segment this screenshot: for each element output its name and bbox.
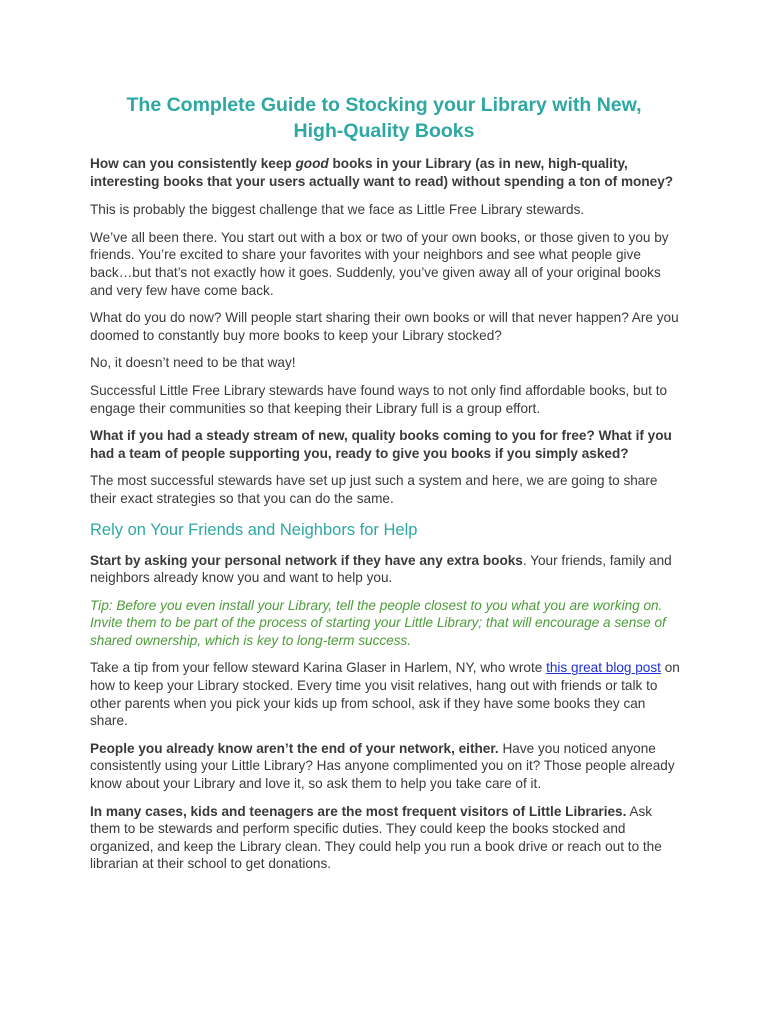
blog-post-link[interactable]: this great blog post [546,660,661,676]
title-line-2: High-Quality Books [293,120,475,142]
document-body [90,155,682,883]
paragraph-most-successful: The most successful stewards have set up just such a system and here, we are going to share their exact strategies so that you can do the same. [90,473,658,506]
tip-paragraph: Tip: Before you even install your Library, tell the people closest to you what you are working on. Invite them to be part of the process of starting your Little Library; that will encourage a sense of shared ownership, which is key to long-term success. [90,597,666,648]
paragraph-been-there: We’ve all been there. You start out with a box or two of your own books, or those given to you by friends. You’re excited to share your favorites with your neighbors and see what people give back…but that’s not exactly how it goes. Suddenly, you’ve given away all of your original books and very few have come back. [90,229,669,298]
paragraph-successful-stewards: Successful Little Free Library stewards have found ways to not only find affordable books, but to engage their communities so that keeping their Library full is a group effort. [90,382,668,416]
paragraph-challenge: This is probably the biggest challenge that we face as Little Free Library stewards. [90,202,585,218]
personal-network-bold: Start by asking your personal network if they have any extra books [90,552,523,568]
kids-teens-bold: In many cases, kids and teenagers are the most frequent visitors of Little Libraries. [90,803,627,819]
personal-network-rest: . Your friends, family and neighbors already know you and want to help you. [90,552,672,586]
paragraph-no-way: No, it doesn’t need to be that way! [90,355,296,371]
karina-text-2: on how to keep your Library stocked. Every time you visit relatives, hang out with friends or talk to other parents when you pick your kids up from school, ask if they have some books they can share. [90,660,680,729]
paragraph-kids-teens [90,803,682,873]
document-title [60,92,708,144]
network-extends-rest: Have you noticed anyone consistently using your Little Library? Has anyone complimented you on it? Those people already know about your Library and love it, so ask them to help you take care of it. [90,740,675,792]
paragraph-personal-network [90,552,682,587]
intro-text-2: books in your Library (as in new, high-quality, interesting books that your users actually want to read) without spending a ton of money? [90,156,674,189]
intro-question [90,155,682,190]
paragraph-what-now: What do you do now? Will people start sharing their own books or will that never happen? Are you doomed to constantly buy more books to keep your Library stocked? [90,310,679,343]
section-heading: Rely on Your Friends and Neighbors for Help [90,520,418,539]
paragraph-steady-stream: What if you had a steady stream of new, quality books coming to you for free? What if you had a team of people supporting you, ready to give you books if you simply asked? [90,428,672,461]
paragraph-network-extends [90,740,682,793]
title-line-1: The Complete Guide to Stocking your Library with New, [126,94,642,116]
network-extends-bold: People you already know aren’t the end of your network, either. [90,740,499,756]
kids-teens-rest: Ask them to be stewards and perform specific duties. They could keep the books stocked and organized, and keep the Library clean. They could help you run a book drive or reach out to the librarian at their school to get donations. [90,803,662,872]
paragraph-karina [90,659,682,729]
intro-emphasis: good [295,156,329,171]
karina-text-1: Take a tip from your fellow steward Karina Glaser in Harlem, NY, who wrote [90,660,547,676]
intro-text-1: How can you consistently keep [90,156,296,171]
